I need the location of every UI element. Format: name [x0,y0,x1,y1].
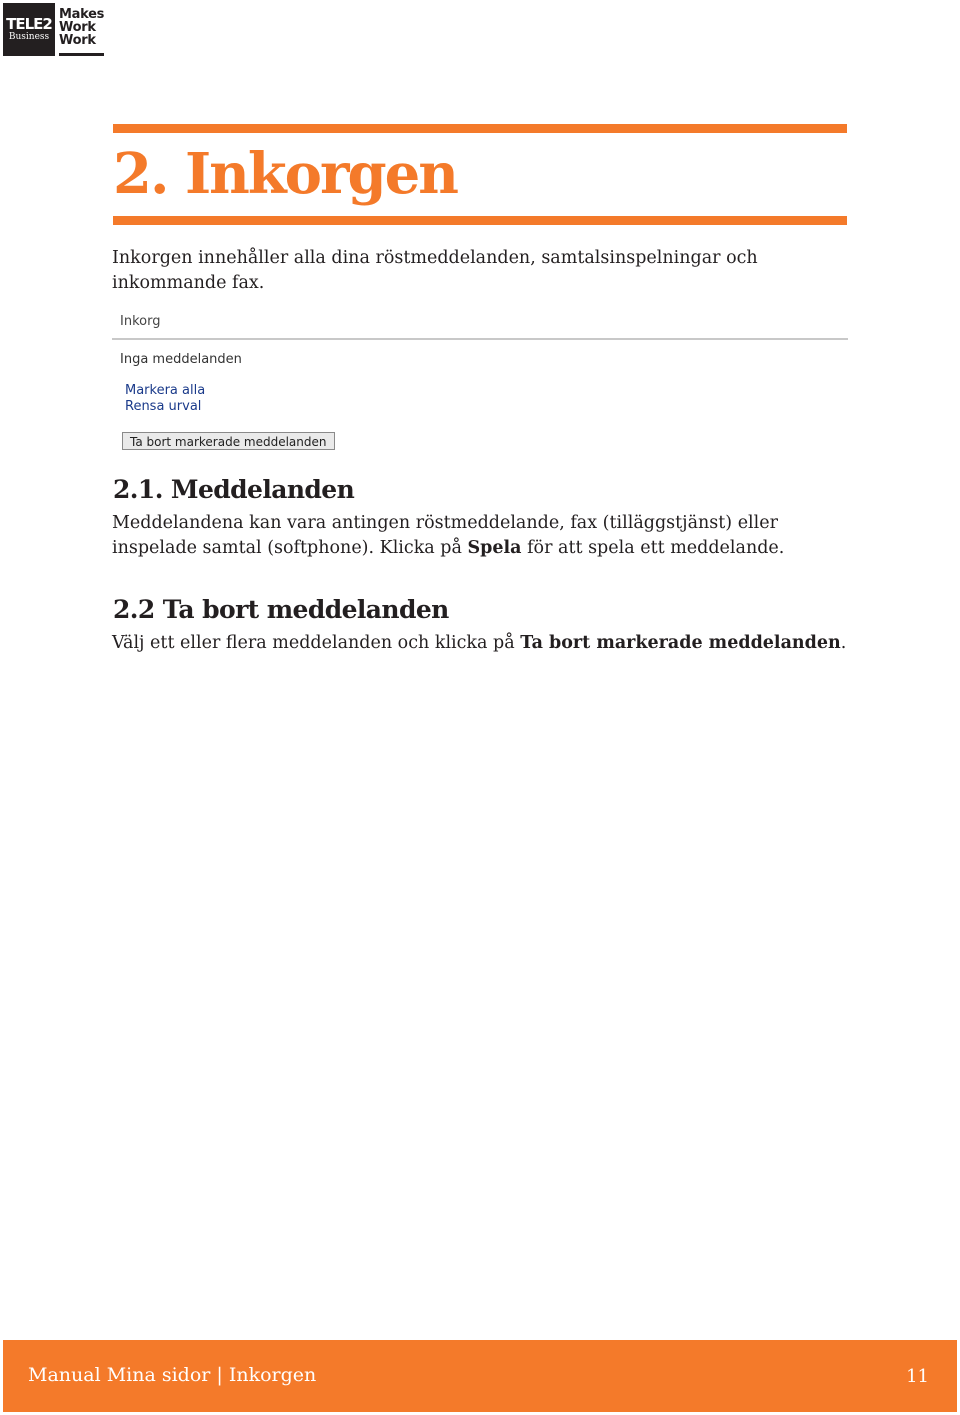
messages-text: Meddelandena kan vara antingen röstmeddelande, fax (tilläggstjänst) eller inspelade samtal (softphone). Klicka på [112,513,778,558]
play-keyword: Spela [467,537,522,558]
tele2-logo-mark [3,3,55,56]
delete-selected-button[interactable]: Ta bort markerade meddelanden [122,432,335,450]
select-all-link[interactable]: Markera alla [125,383,206,398]
page-number: 11 [906,1366,929,1387]
messages-paragraph [112,511,852,560]
logo-slogan-line: Work [59,19,96,35]
delete-keyword: Ta bort markerade meddelanden [520,633,841,653]
tele2-logo [3,3,104,56]
footer-title: Manual Mina sidor | Inkorgen [28,1364,317,1386]
logo-sub: Business [8,32,50,42]
intro-paragraph: Inkorgen innehåller alla dina röstmeddelanden, samtalsinspelningar och inkommande fax. [112,248,758,293]
delete-paragraph [112,631,852,656]
inbox-divider [112,338,848,340]
section-heading-delete: 2.2 Ta bort meddelanden [113,595,449,624]
inbox-header: Inkorg [120,314,161,329]
section-heading-messages: 2.1. Meddelanden [113,475,355,504]
logo-slogan-line: Work [59,32,96,48]
logo-slogan-line: Makes [59,6,105,22]
delete-text: Välj ett eller flera meddelanden och klicka på [112,633,521,653]
delete-text-end: . [840,633,847,653]
logo-slogan [59,3,104,56]
footer-bar [3,1340,957,1412]
page-title: 2. Inkorgen [113,141,458,207]
clear-selection-link[interactable]: Rensa urval [125,399,202,414]
logo-brand: TELE2 [6,15,52,33]
title-rule-bottom [113,216,847,225]
messages-text-end: för att spela ett meddelande. [521,537,785,558]
inbox-screenshot [112,306,848,456]
title-rule-top [113,124,847,133]
empty-inbox-text: Inga meddelanden [120,352,242,367]
